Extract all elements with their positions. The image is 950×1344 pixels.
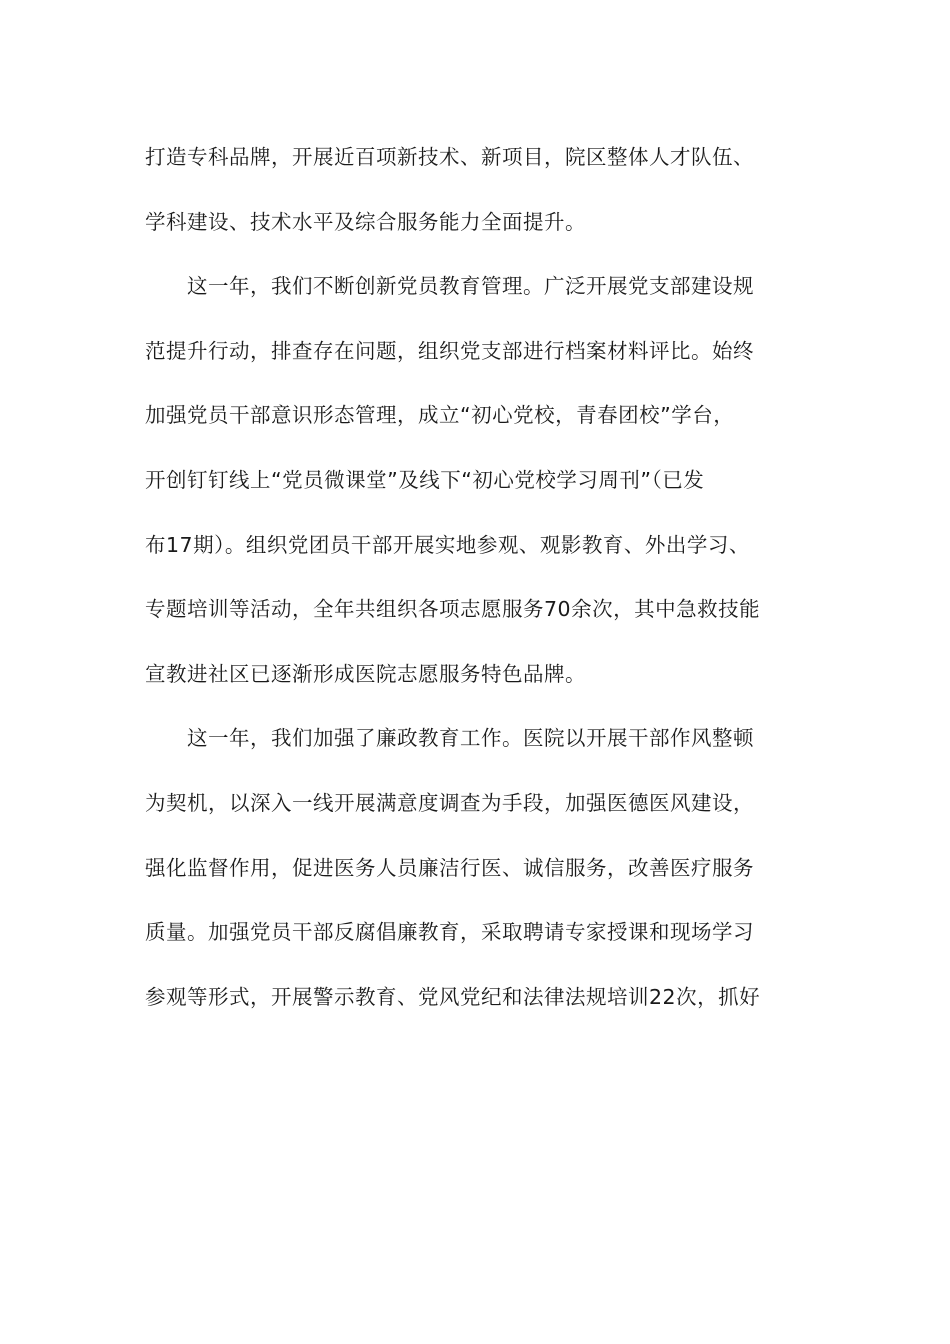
text-line: 开创钉钉线上“党员微课堂”及线下“初心党校学习周刊”（已发: [145, 467, 705, 492]
body-text: [145, 125, 805, 1029]
text-line: 加强党员干部意识形态管理，成立“初心党校，青春团校”学台，: [145, 403, 735, 428]
text-line: 参观等形式，开展警示教育、党风党纪和法律法规培训22次，抓好: [145, 984, 761, 1009]
paragraph-start-line: 这一年，我们不断创新党员教育管理。广泛开展党支部建设规: [187, 274, 754, 299]
paragraph-start-line: 这一年，我们加强了廉政教育工作。医院以开展干部作风整顿: [187, 726, 754, 751]
text-line: 学科建设、技术水平及综合服务能力全面提升。: [145, 209, 586, 234]
text-line: 为契机，以深入一线开展满意度调查为手段，加强医德医风建设，: [145, 790, 754, 815]
text-line: 布17期）。组织党团员干部开展实地参观、观影教育、外出学习、: [145, 532, 750, 557]
text-line: 打造专科品牌，开展近百项新技术、新项目，院区整体人才队伍、: [145, 145, 754, 169]
text-line: 范提升行动，排查存在问题，组织党支部进行档案材料评比。始终: [145, 338, 754, 363]
text-line: 强化监督作用，促进医务人员廉洁行医、诚信服务，改善医疗服务: [145, 855, 754, 880]
text-line: 质量。加强党员干部反腐倡廉教育，采取聘请专家授课和现场学习: [145, 920, 754, 945]
text-line: 宣教进社区已逐渐形成医院志愿服务特色品牌。: [145, 661, 586, 686]
text-line: 专题培训等活动，全年共组织各项志愿服务70余次，其中急救技能: [145, 597, 761, 622]
